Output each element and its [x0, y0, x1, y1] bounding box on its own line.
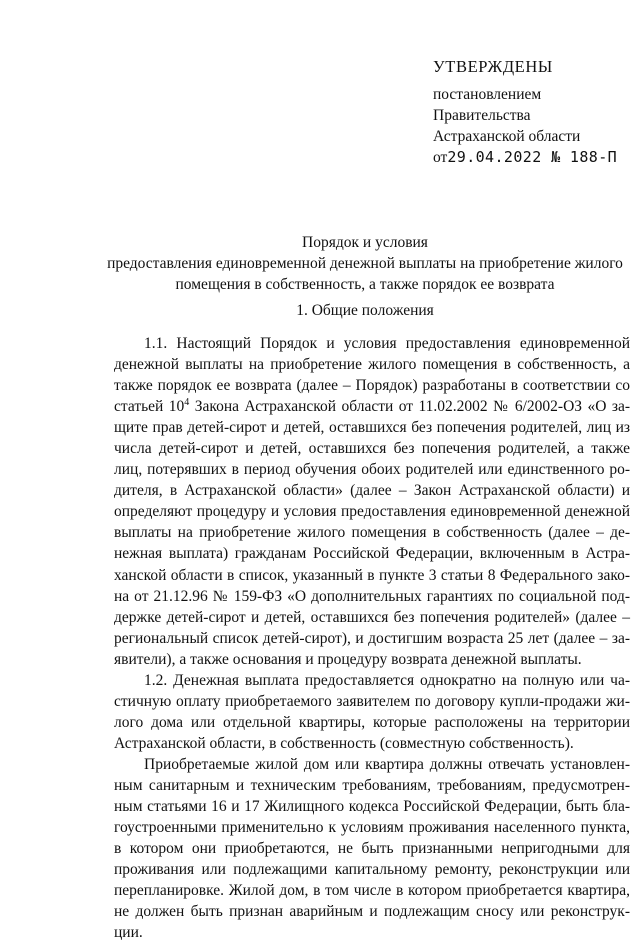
requirements-line: не должен быть признан аварийным и подлежащим сносу или реконструк-	[114, 903, 630, 921]
paragraph-1-1-line: 1.1. Настоящий Порядок и условия предоставления единовременной	[144, 335, 630, 352]
approval-date-line	[433, 147, 633, 168]
title-line-1: Порядок и условия	[302, 234, 428, 251]
section-heading: 1. Общие положения	[296, 302, 434, 319]
paragraph-1-1-line-with-superscript	[114, 396, 630, 417]
body-text	[114, 333, 630, 943]
requirements-line: ции.	[114, 924, 143, 942]
paragraph-1-1-line: на от 21.12.96 № 159-ФЗ «О дополнительных гарантиях по социальной под-	[114, 587, 630, 605]
paragraph-1-1-line: нежная выплата) гражданам Российской Федерации, включенным в Астра-	[114, 545, 630, 563]
approval-line-region: Астраханской области	[433, 128, 581, 145]
requirements-line: перепланировке. Жилой дом, в том числе в котором приобретается квартира,	[114, 882, 630, 900]
paragraph-1-1-line: числа детей-сирот и детей, оставшихся без попечения родителей, а также	[114, 440, 630, 458]
title-line-2: предоставления единовременной денежной выплаты на приобретение жилого	[107, 255, 623, 272]
law-article-continuation: Закона Астраханской области от 11.02.2002 № 6/2002-ОЗ «О за-	[189, 398, 630, 416]
paragraph-1-1-line: лиц, потерявших в период обучения обоих родителей или единственного ро-	[114, 461, 630, 479]
requirements-line: проживания или подлежащими капитальному ремонту, реконструкции или	[114, 861, 630, 879]
paragraph-1-1-line: также порядок ее возврата (далее – Порядок) разработаны в соответствии со	[114, 377, 630, 395]
paragraph-1-1-line: выплаты на приобретение жилого помещения в собственность (далее – де-	[114, 524, 630, 542]
document-title	[100, 232, 630, 295]
paragraph-1-2-line: 1.2. Денежная выплата предоставляется однократно на полную или ча-	[144, 671, 630, 689]
paragraph-1-1-line: определяют процедуру и условия предоставления единовременной денежной	[114, 503, 630, 521]
paragraph-1-1-line: ханской области в список, указанный в пункте 3 статьи 8 Федерального зако-	[114, 566, 630, 584]
requirements-line: Приобретаемые жилой дом или квартира должны отвечать установлен-	[144, 755, 630, 773]
paragraph-1-1-line: щите прав детей-сирот и детей, оставшихся без попечения родителей, лиц из	[114, 419, 630, 437]
approval-date-number: 29.04.2022 № 188-П	[447, 148, 618, 166]
paragraph-1-1-line: региональный список детей-сирот), и достигшим возраста 25 лет (далее – за-	[114, 629, 630, 647]
paragraph-1-2-line: стичную оплату приобретаемого заявителем по договору купли-продажи жи-	[114, 692, 630, 710]
approved-heading: УТВЕРЖДЕНЫ	[433, 57, 553, 76]
paragraph-1-1-line: денежной выплаты на приобретение жилого помещения в собственность, а	[114, 356, 630, 374]
requirements-line: в котором они приобретаются, не быть признанными непригодными для	[114, 840, 630, 858]
article-superscript: 4	[184, 396, 190, 408]
approval-date-prefix: от	[433, 149, 448, 166]
approval-line-decree: постановлением	[433, 86, 542, 103]
approval-stamp-block	[433, 56, 633, 168]
requirements-line: ным статьями 16 и 17 Жилищного кодекса Российской Федерации, быть бла-	[114, 798, 630, 816]
paragraph-1-1-line: дителя, в Астраханской области» (далее – Закон Астраханской области) и	[114, 482, 630, 500]
paragraph-1-1-line: держке детей-сирот и детей, оставшихся без попечения родителей» (далее –	[114, 608, 630, 626]
paragraph-1-1-line: явители), а также основания и процедуру возврата денежной выплаты.	[114, 650, 582, 668]
requirements-line: гоустроенными применительно к условиям проживания населенного пункта,	[114, 819, 630, 837]
paragraph-1-2-line: лого дома или отдельной квартиры, которые расположены на территории	[114, 713, 630, 731]
law-article-text: статьей 10	[114, 398, 185, 416]
paragraph-1-2-line: Астраханской области, в собственность (совместную собственность).	[114, 734, 574, 752]
approval-line-government: Правительства	[433, 107, 531, 124]
title-line-3: помещения в собственность, а также порядок ее возврата	[175, 276, 555, 293]
requirements-line: ным санитарным и техническим требованиям, требованиям, предусмотрен-	[114, 776, 630, 794]
